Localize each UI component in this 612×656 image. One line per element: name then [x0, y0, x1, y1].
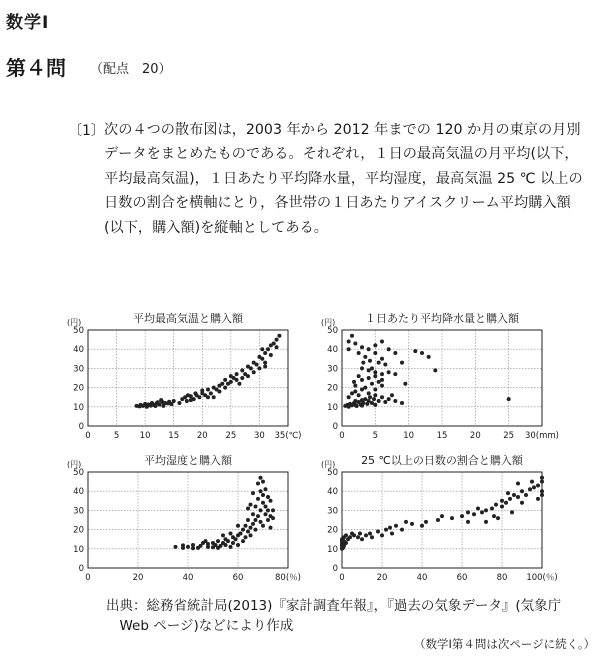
- data-point: [221, 533, 225, 537]
- y-tick-label: 30: [327, 506, 338, 517]
- data-point: [450, 516, 454, 520]
- data-point: [220, 382, 224, 386]
- data-point: [352, 380, 356, 384]
- plot-frame: [88, 330, 288, 426]
- data-point: [520, 501, 524, 505]
- data-point: [264, 487, 268, 491]
- x-axis-label: 80(％): [275, 573, 301, 583]
- data-point: [236, 524, 240, 528]
- x-tick-label: 20: [196, 431, 208, 441]
- data-point: [373, 351, 377, 355]
- data-point: [540, 476, 544, 480]
- data-point: [528, 487, 532, 491]
- data-point: [234, 537, 238, 541]
- data-point: [174, 545, 178, 549]
- data-point: [360, 366, 364, 370]
- x-tick-label: 0: [339, 573, 345, 583]
- data-point: [433, 368, 437, 372]
- x-tick-label: 80: [496, 573, 508, 583]
- data-point: [540, 489, 544, 493]
- y-tick-label: 10: [73, 402, 84, 413]
- data-point: [249, 526, 253, 530]
- x-tick-label: 15: [436, 431, 448, 441]
- data-point: [216, 539, 220, 543]
- data-point: [216, 546, 220, 550]
- data-point: [344, 533, 348, 537]
- y-tick-label: 0: [332, 422, 338, 432]
- data-point: [373, 343, 377, 347]
- x-tick-label: 0: [339, 431, 345, 441]
- data-point: [404, 520, 408, 524]
- data-point: [368, 531, 372, 535]
- y-tick-label: 50: [327, 468, 338, 478]
- data-point: [344, 541, 348, 545]
- y-tick-label: 10: [327, 544, 338, 555]
- data-point: [272, 341, 276, 345]
- data-point: [223, 378, 227, 382]
- data-point: [259, 520, 263, 524]
- data-point: [259, 476, 263, 480]
- data-point: [266, 518, 270, 522]
- data-point: [370, 382, 374, 386]
- data-point: [367, 376, 371, 380]
- data-point: [373, 374, 377, 378]
- data-point: [347, 340, 351, 344]
- x-axis-label: 100(％): [526, 573, 558, 583]
- data-point: [244, 535, 248, 539]
- data-point: [206, 388, 210, 392]
- data-point: [240, 368, 244, 372]
- y-tick-label: 30: [73, 364, 84, 375]
- data-point: [373, 403, 377, 407]
- y-tick-label: 50: [73, 468, 84, 478]
- data-point: [363, 355, 367, 359]
- y-tick-label: 40: [327, 345, 338, 356]
- data-point: [246, 530, 250, 534]
- data-point: [370, 535, 374, 539]
- data-point: [251, 522, 255, 526]
- data-point: [358, 531, 362, 535]
- data-point: [181, 543, 185, 547]
- data-point: [347, 347, 351, 351]
- source-note: 出典：総務省統計局(2013)『家計調査年報』，『過去の気象データ』(気象庁 Web ページ)などにより作成: [106, 598, 562, 634]
- continue-note: （数学Ⅰ第４問は次ページに続く。）: [414, 637, 596, 651]
- data-point: [387, 370, 391, 374]
- data-point: [352, 533, 356, 537]
- data-point: [377, 380, 381, 384]
- y-tick-label: 0: [332, 564, 338, 574]
- plot-frame: [342, 472, 542, 568]
- y-tick-label: 30: [73, 506, 84, 517]
- y-tick-label: 50: [327, 326, 338, 336]
- data-point: [360, 388, 364, 392]
- data-point: [361, 401, 365, 405]
- data-point: [380, 357, 384, 361]
- x-tick-label: 30: [254, 431, 265, 441]
- problem-text: 次の４つの散布図は，2003 年から 2012 年までの 120 か月の東京の月別 データをまとめたものである。それぞれ，１日の最高気温の月平均(以下， 平均最高気温)，１日あたり平均降水量，平均湿度，最高気温 25 ℃ 以上の 日数の割合を横軸にとり，各世帯の１日あたりアイスクリーム平均購入額 (以下，購入額)を縦軸としてある。: [104, 122, 583, 236]
- data-point: [271, 516, 275, 520]
- data-point: [257, 366, 261, 370]
- data-point: [263, 351, 267, 355]
- data-point: [361, 361, 365, 365]
- data-point: [500, 505, 504, 509]
- data-point: [376, 530, 380, 534]
- x-tick-label: 0: [85, 573, 91, 583]
- data-point: [368, 395, 372, 399]
- data-point: [364, 533, 368, 537]
- data-point: [400, 361, 404, 365]
- data-point: [229, 545, 233, 549]
- data-point: [241, 539, 245, 543]
- data-point: [410, 522, 414, 526]
- y-tick-label: 20: [73, 525, 84, 536]
- data-point: [377, 399, 381, 403]
- data-point: [348, 535, 352, 539]
- data-point: [373, 370, 377, 374]
- x-tick-label: 20: [469, 431, 481, 441]
- data-point: [249, 533, 253, 537]
- data-point: [256, 514, 260, 518]
- x-tick-label: 60: [456, 573, 468, 583]
- y-tick-label: 10: [327, 402, 338, 413]
- data-point: [372, 397, 376, 401]
- data-point: [260, 347, 264, 351]
- data-point: [367, 368, 371, 372]
- x-tick-label: 40: [182, 573, 194, 583]
- data-point: [350, 391, 354, 395]
- data-point: [355, 404, 359, 408]
- data-point: [460, 514, 464, 518]
- data-point: [427, 355, 431, 359]
- problem-number: 〔1〕: [68, 123, 105, 139]
- data-point: [387, 397, 391, 401]
- x-tick-label: 40: [416, 573, 428, 583]
- data-point: [226, 539, 230, 543]
- data-point: [383, 400, 387, 404]
- data-point: [353, 341, 357, 345]
- subject-heading: 数学Ⅰ: [6, 13, 50, 33]
- data-point: [508, 497, 512, 501]
- data-point: [235, 378, 239, 382]
- data-point: [390, 531, 394, 535]
- data-point: [249, 366, 253, 370]
- data-point: [516, 482, 520, 486]
- y-tick-label: 20: [327, 525, 338, 536]
- data-point: [244, 524, 248, 528]
- data-point: [263, 364, 267, 368]
- chart-title: １日あたり平均降水量と購入額: [365, 312, 519, 325]
- data-point: [380, 384, 384, 388]
- data-point: [357, 374, 361, 378]
- data-point: [377, 361, 381, 365]
- data-point: [200, 388, 204, 392]
- data-point: [540, 480, 544, 484]
- x-tick-label: 60: [232, 573, 244, 583]
- data-point: [492, 514, 496, 518]
- data-point: [504, 501, 508, 505]
- data-point: [520, 489, 524, 493]
- data-point: [510, 510, 514, 514]
- y-tick-label: 20: [73, 383, 84, 394]
- data-point: [367, 347, 371, 351]
- data-point: [413, 349, 417, 353]
- y-tick-label: 10: [73, 544, 84, 555]
- data-point: [393, 399, 397, 403]
- data-point: [275, 338, 279, 342]
- data-point: [261, 524, 265, 528]
- data-point: [264, 512, 268, 516]
- y-tick-label: 0: [78, 422, 84, 432]
- data-point: [540, 493, 544, 497]
- data-point: [536, 483, 540, 487]
- chart-title: 平均最高気温と購入額: [133, 312, 243, 325]
- data-point: [390, 393, 394, 397]
- data-point: [350, 334, 354, 338]
- data-point: [506, 491, 510, 495]
- data-point: [370, 366, 374, 370]
- data-point: [496, 516, 500, 520]
- data-point: [229, 380, 233, 384]
- data-point: [197, 395, 201, 399]
- data-point: [360, 378, 364, 382]
- data-point: [466, 520, 470, 524]
- data-point: [256, 482, 260, 486]
- y-tick-label: 40: [73, 487, 84, 498]
- x-tick-label: 5: [372, 431, 379, 441]
- x-axis-label: 30(mm): [524, 431, 560, 441]
- x-axis-label: 35(℃): [274, 431, 302, 441]
- x-tick-label: 15: [168, 431, 180, 441]
- data-point: [246, 374, 250, 378]
- data-point: [436, 518, 440, 522]
- data-point: [209, 391, 213, 395]
- data-point: [192, 397, 196, 401]
- data-point: [269, 526, 273, 530]
- data-point: [507, 397, 511, 401]
- y-tick-label: 40: [327, 487, 338, 498]
- y-axis-label: (円): [321, 460, 336, 469]
- data-point: [235, 372, 239, 376]
- data-point: [249, 503, 253, 507]
- y-tick-label: 30: [327, 364, 338, 375]
- data-point: [236, 543, 240, 547]
- data-point: [185, 399, 189, 403]
- data-point: [532, 485, 536, 489]
- data-point: [254, 518, 258, 522]
- data-point: [380, 340, 384, 344]
- data-point: [254, 528, 258, 532]
- data-point: [380, 378, 384, 382]
- data-point: [403, 382, 407, 386]
- data-point: [394, 524, 398, 528]
- data-point: [240, 376, 244, 380]
- data-point: [263, 361, 267, 365]
- data-point: [363, 386, 367, 390]
- x-tick-label: 10: [403, 431, 415, 441]
- data-point: [367, 399, 371, 403]
- data-point: [241, 528, 245, 532]
- data-point: [368, 359, 372, 363]
- data-point: [466, 510, 470, 514]
- data-point: [367, 391, 371, 395]
- data-point: [500, 499, 504, 503]
- data-point: [530, 480, 534, 484]
- question-title: 第４問: [6, 56, 66, 80]
- data-point: [261, 493, 265, 497]
- data-point: [400, 528, 404, 532]
- data-point: [223, 386, 227, 390]
- data-point: [269, 353, 273, 357]
- data-point: [172, 399, 176, 403]
- data-point: [212, 395, 216, 399]
- question-points: （配点 20）: [90, 62, 172, 77]
- data-point: [251, 512, 255, 516]
- data-point: [360, 537, 364, 541]
- data-point: [480, 510, 484, 514]
- y-axis-label: (円): [321, 318, 336, 327]
- data-point: [277, 334, 281, 338]
- data-point: [440, 514, 444, 518]
- x-tick-label: 0: [85, 431, 91, 441]
- data-point: [347, 395, 351, 399]
- data-point: [524, 493, 528, 497]
- data-point: [484, 508, 488, 512]
- data-point: [383, 363, 387, 367]
- y-axis-label: (円): [67, 460, 82, 469]
- data-point: [490, 506, 494, 510]
- data-point: [251, 491, 255, 495]
- data-point: [259, 489, 263, 493]
- data-point: [357, 393, 361, 397]
- y-tick-label: 0: [78, 564, 84, 574]
- data-point: [360, 345, 364, 349]
- data-point: [400, 401, 404, 405]
- data-point: [536, 497, 540, 501]
- data-point: [512, 493, 516, 497]
- data-point: [261, 501, 265, 505]
- data-point: [380, 372, 384, 376]
- data-point: [380, 533, 384, 537]
- data-point: [239, 531, 243, 535]
- data-point: [271, 508, 275, 512]
- data-point: [260, 357, 264, 361]
- data-point: [237, 382, 241, 386]
- data-point: [380, 395, 384, 399]
- data-point: [353, 384, 357, 388]
- data-point: [252, 370, 256, 374]
- x-tick-label: 20: [376, 573, 388, 583]
- chart-title: 25 ℃以上の日数の割合と購入額: [361, 454, 523, 467]
- data-point: [269, 499, 273, 503]
- x-tick-label: 25: [225, 431, 237, 441]
- data-point: [420, 524, 424, 528]
- data-point: [254, 505, 258, 509]
- y-tick-label: 40: [73, 345, 84, 356]
- data-point: [472, 512, 476, 516]
- y-axis-label: (円): [67, 318, 82, 327]
- data-point: [353, 389, 357, 393]
- data-point: [264, 505, 268, 509]
- data-point: [424, 520, 428, 524]
- y-tick-label: 20: [327, 383, 338, 394]
- data-point: [224, 543, 228, 547]
- data-point: [206, 395, 210, 399]
- data-point: [191, 546, 195, 550]
- data-point: [356, 535, 360, 539]
- data-point: [387, 347, 391, 351]
- data-point: [373, 393, 377, 397]
- data-point: [357, 351, 361, 355]
- x-tick-label: 20: [132, 573, 144, 583]
- data-point: [266, 347, 270, 351]
- data-point: [266, 495, 270, 499]
- data-point: [204, 539, 208, 543]
- data-point: [484, 520, 488, 524]
- x-tick-label: 25: [503, 431, 515, 441]
- data-point: [275, 345, 279, 349]
- data-point: [476, 506, 480, 510]
- data-point: [246, 506, 250, 510]
- data-point: [363, 397, 367, 401]
- data-point: [373, 388, 377, 392]
- data-point: [393, 351, 397, 355]
- data-point: [384, 528, 388, 532]
- data-point: [246, 518, 250, 522]
- data-point: [420, 351, 424, 355]
- data-point: [370, 401, 374, 405]
- data-point: [255, 363, 259, 367]
- chart-title: 平均湿度と購入額: [144, 454, 232, 467]
- data-point: [186, 545, 190, 549]
- data-point: [177, 401, 181, 405]
- data-point: [494, 503, 498, 507]
- data-point: [189, 394, 193, 398]
- data-point: [229, 531, 233, 535]
- data-point: [388, 526, 392, 530]
- data-point: [259, 508, 263, 512]
- y-tick-label: 50: [73, 326, 84, 336]
- data-point: [393, 372, 397, 376]
- data-point: [256, 497, 260, 501]
- data-point: [266, 508, 270, 512]
- x-tick-label: 5: [113, 431, 120, 441]
- data-point: [217, 389, 221, 393]
- x-tick-label: 10: [139, 431, 151, 441]
- data-point: [516, 495, 520, 499]
- data-point: [231, 541, 235, 545]
- data-point: [261, 480, 265, 484]
